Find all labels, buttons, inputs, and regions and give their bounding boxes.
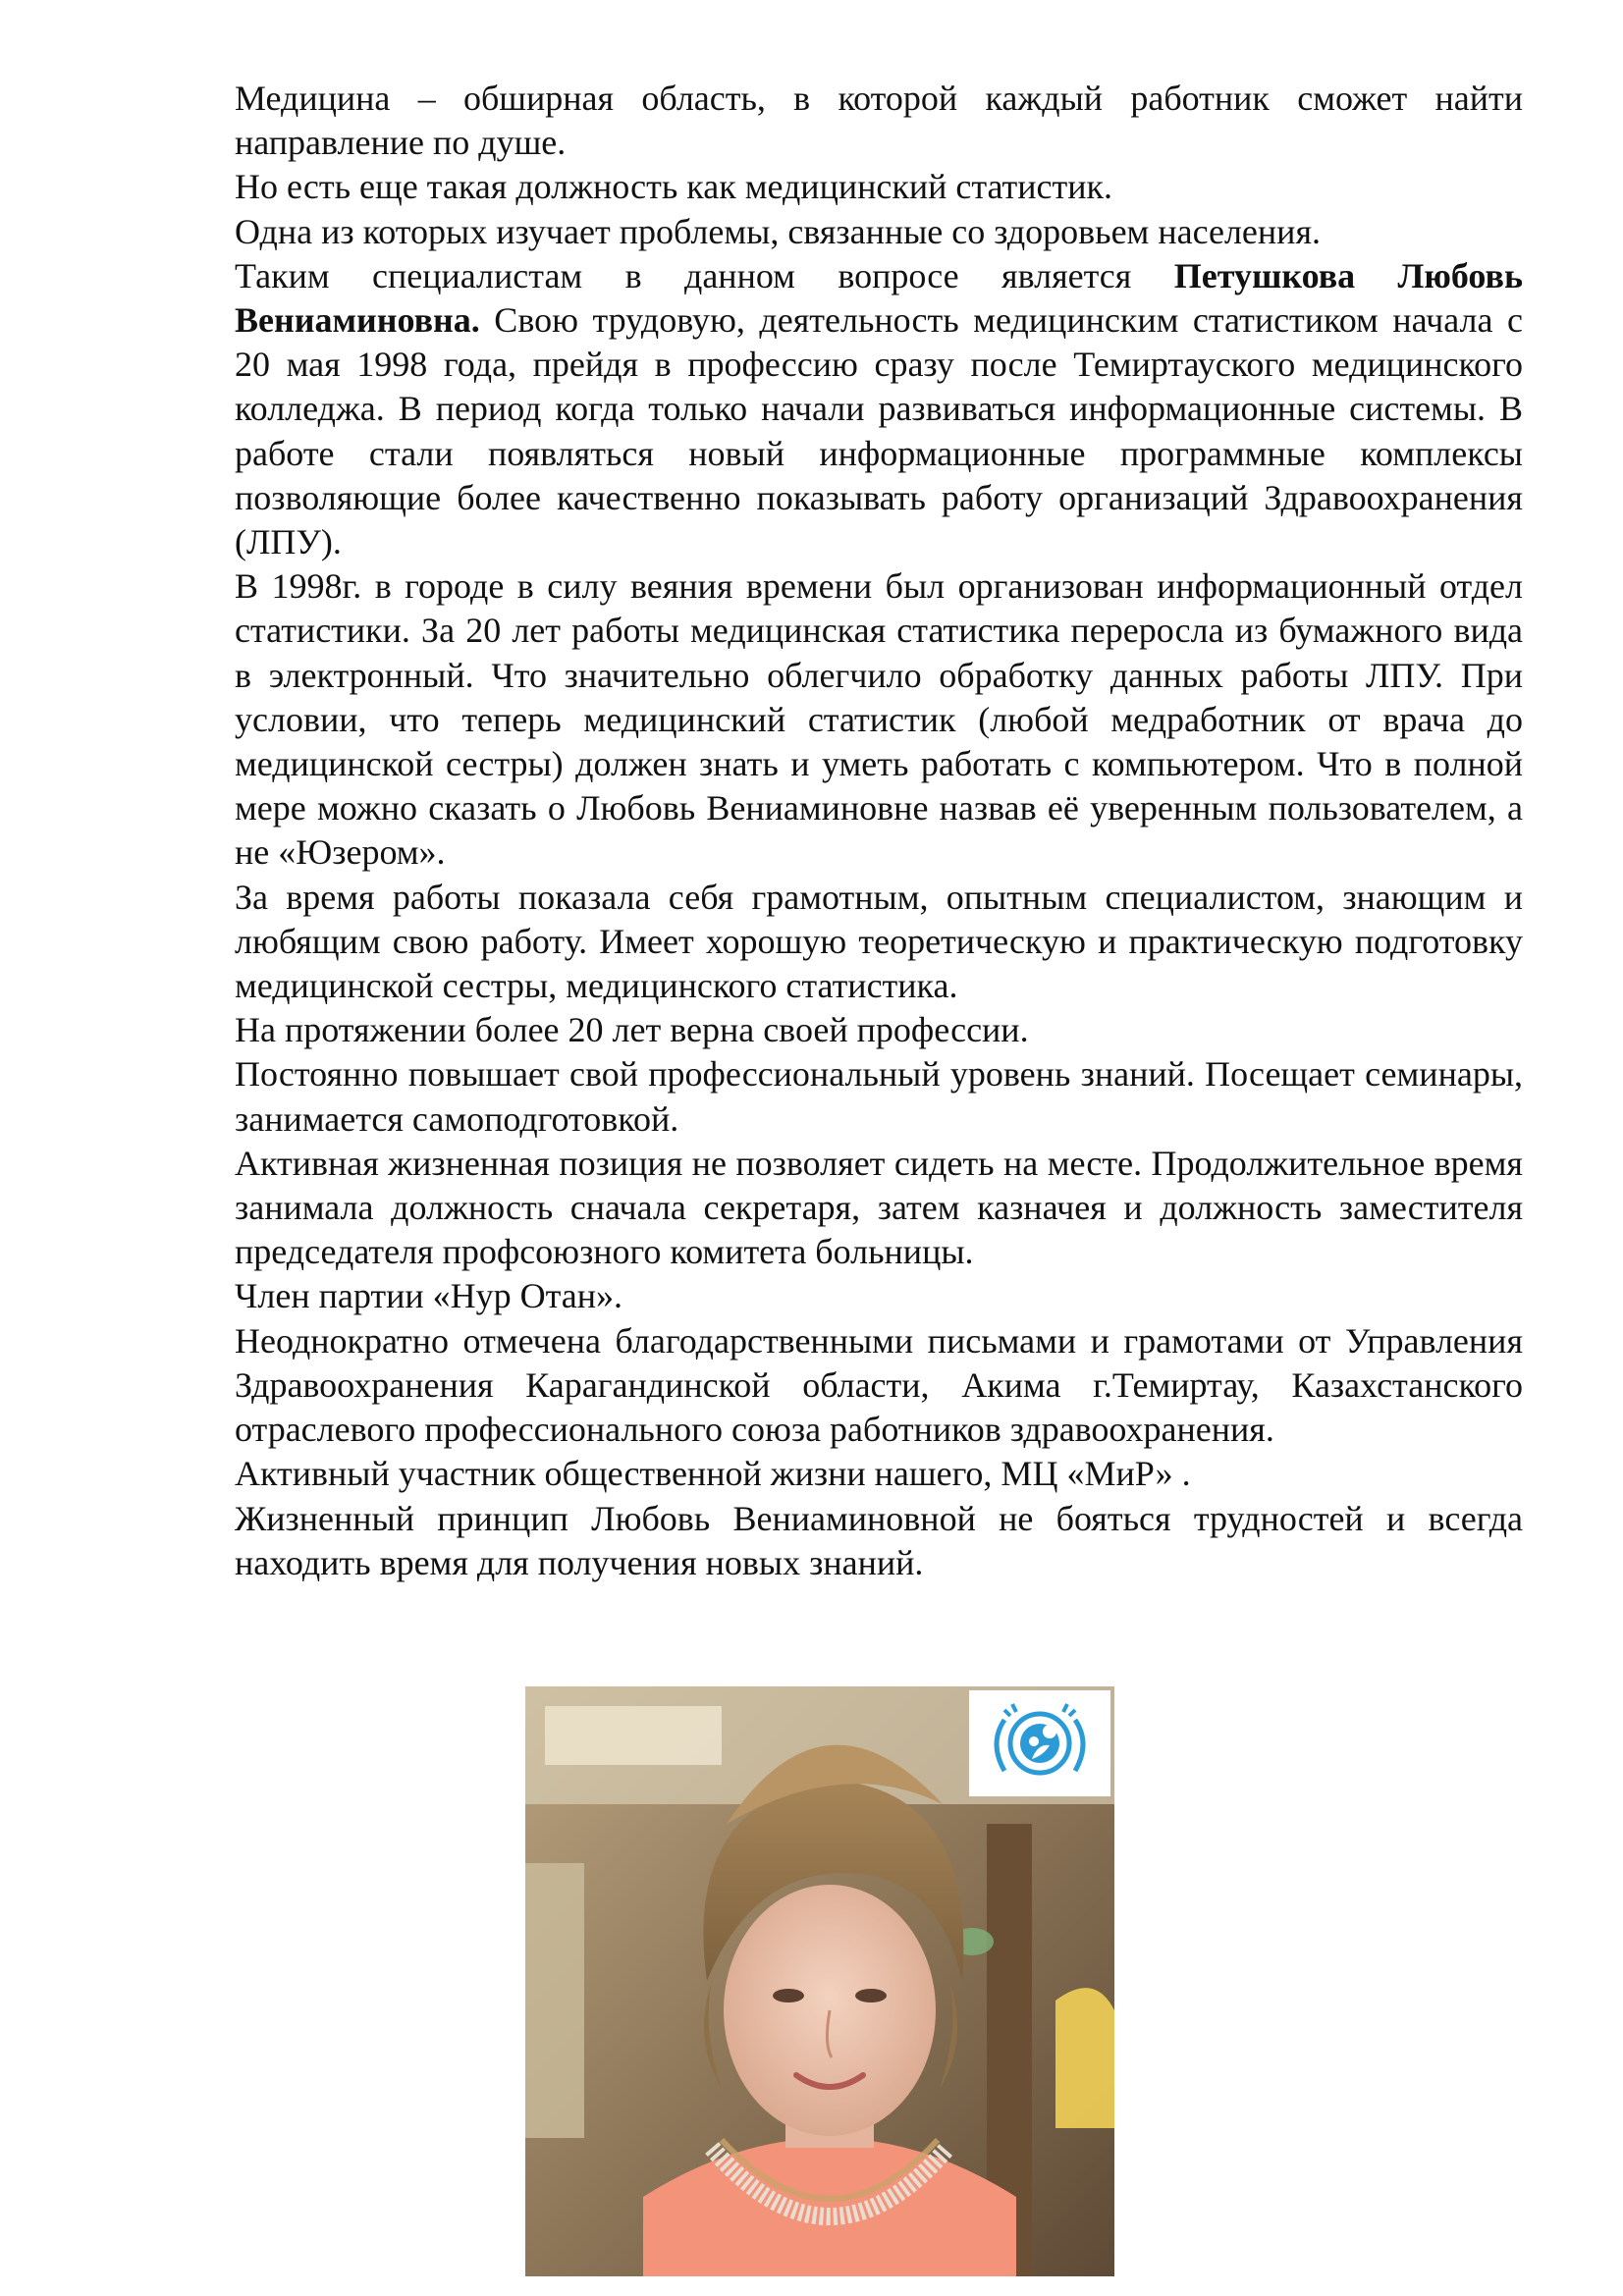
paragraph-loyalty: На протяжении более 20 лет верна своей профессии. (235, 1010, 1029, 1050)
paragraph-statistics-department: В 1998г. в городе в силу веяния времени был организован информационный отдел статистики. За 20 лет работы медицинская статистика переросла из бумажного вида в электронный. Что значительно облегчило обработку данных работы ЛПУ. При условии, что теперь медицинский статистик (любой медработник от врача до медицинской сестры) должен знать и уметь работать с компьютером. Что в полной мере можно сказать о Любовь Вениаминовне назвав её уверенным пользователем, а не «Юзером». (235, 566, 1523, 873)
paragraph-health-problems: Одна из которых изучает проблемы, связанные со здоровьем населения. (235, 211, 1321, 251)
career-start-lead: Таким специалистам в данном вопросе является (235, 255, 1174, 295)
unicef-logo (969, 1690, 1110, 1796)
document-body (235, 77, 1523, 1585)
employee-name: Петушкова Любовь Вениаминовна. (235, 255, 1523, 341)
paragraph-intro: Медицина – обширная область, в которой каждый работник сможет найти направление по душе. (235, 79, 1523, 163)
paragraph-career-start (235, 254, 1523, 564)
employee-photo (525, 1686, 1114, 2276)
career-start-body: Свою трудовую, деятельность медицинским статистиком начала с 20 мая 1998 года, прейдя в профессию сразу после Темиртауского медицинского колледжа. В период когда только начали развиваться информационные системы. В работе стали появляться новый информационные программные комплексы позволяющие более качественно показывать работу организаций Здравоохранения (ЛПУ). (235, 300, 1523, 562)
paragraph-party: Член партии «Нур Отан». (235, 1276, 623, 1316)
paragraph-training: Постоянно повышает свой профессиональный уровень знаний. Посещает семинары, занимается самоподготовкой. (235, 1054, 1523, 1139)
paragraph-active-position: Активная жизненная позиция не позволяет сидеть на месте. Продолжительное время занимала должность сначала секретаря, затем казначея и должность заместителя председателя профсоюзного комитета больницы. (235, 1143, 1523, 1272)
paragraph-awards: Неоднократно отмечена благодарственными письмами и грамотами от Управления Здравоохранения Карагандинской области, Акима г.Темиртау, Казахстанского отраслевого профессионального союза работников здравоохранения. (235, 1320, 1523, 1450)
paragraph-position: Но есть еще такая должность как медицинский статистик. (235, 167, 1113, 207)
paragraph-social-life: Активный участник общественной жизни нашего, МЦ «МиР» . (235, 1454, 1191, 1494)
paragraph-life-principle: Жизненный принцип Любовь Вениаминовной не бояться трудностей и всегда находить время для получения новых знаний. (235, 1498, 1523, 1582)
unicef-emblem-icon (969, 1690, 1110, 1796)
paragraph-competence: За время работы показала себя грамотным, опытным специалистом, знающим и любящим свою работу. Имеет хорошую теоретическую и практическую подготовку медицинской сестры, медицинского статистика. (235, 877, 1523, 1006)
